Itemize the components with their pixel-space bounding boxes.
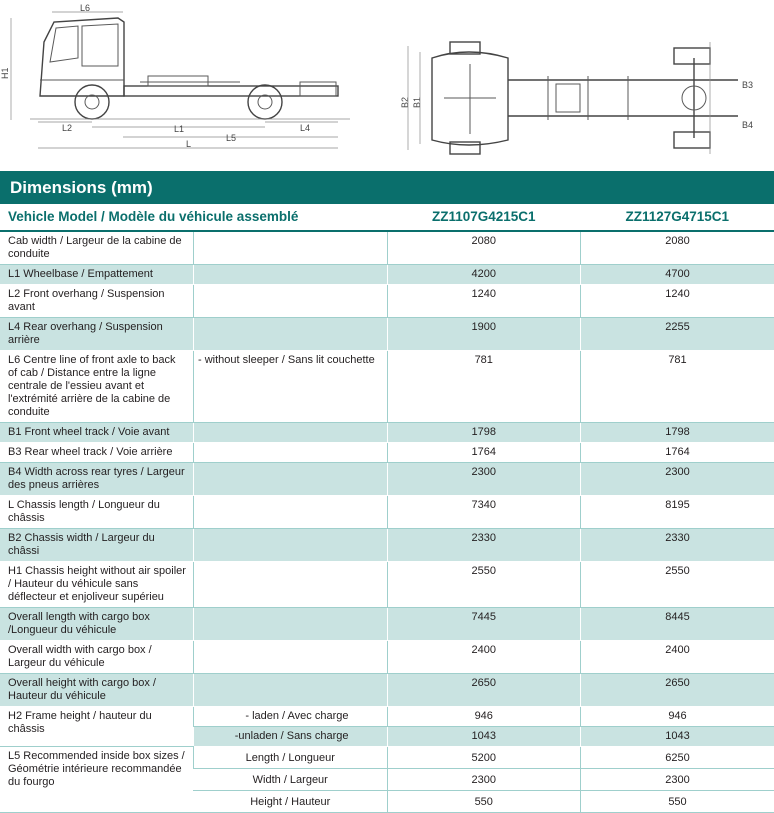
table-row [0, 351, 774, 423]
row-note [194, 231, 388, 265]
row-label: B2 Chassis width / Largeur du châssi [0, 529, 194, 562]
table-row [0, 747, 774, 769]
table-row [0, 443, 774, 463]
row-value: 2300 [387, 769, 581, 791]
row-value: 1240 [387, 285, 581, 318]
row-value: 2300 [581, 463, 774, 496]
dim-l5: L5 [226, 133, 236, 143]
row-label: L6 Centre line of front axle to back of cab / Distance entre la ligne centrale de l'essieu avant et l'extrémité arrière de la cabine de conduite [0, 351, 194, 423]
side-view-drawing [0, 0, 372, 160]
row-label: Overall length with cargo box /Longueur du véhicule [0, 608, 194, 641]
row-note: - without sleeper / Sans lit couchette [194, 351, 388, 423]
dim-h1: H1 [0, 67, 10, 79]
row-note [194, 463, 388, 496]
table-row [0, 496, 774, 529]
dim-l1: L1 [174, 124, 184, 134]
row-note [194, 562, 388, 608]
row-label: Overall height with cargo box / Hauteur du véhicule [0, 674, 194, 707]
row-value: 2255 [581, 318, 774, 351]
row-value: 550 [387, 791, 581, 813]
row-label: B4 Width across rear tyres / Largeur des pneus arrières [0, 463, 194, 496]
row-note: -unladen / Sans charge [194, 727, 388, 747]
row-value: 7340 [387, 496, 581, 529]
row-note [194, 265, 388, 285]
row-note [194, 443, 388, 463]
row-value: 5200 [387, 747, 581, 769]
row-value: 946 [387, 707, 581, 727]
dimensions-table [0, 204, 774, 813]
row-note: Width / Largeur [194, 769, 388, 791]
row-value: 1798 [581, 423, 774, 443]
row-value: 1798 [387, 423, 581, 443]
section-title: Dimensions (mm) [0, 171, 774, 204]
dim-b1: B1 [412, 97, 422, 108]
top-view-drawing [398, 38, 750, 156]
table-row [0, 231, 774, 265]
dim-l4: L4 [300, 123, 310, 133]
row-value: 6250 [581, 747, 774, 769]
row-note [194, 496, 388, 529]
row-note [194, 423, 388, 443]
row-value: 2080 [581, 231, 774, 265]
row-label: L5 Recommended inside box sizes / Géométrie intérieure recommandée du fourgo [0, 747, 194, 813]
row-value: 2300 [387, 463, 581, 496]
model-label: Vehicle Model / Modèle du véhicule assemblé [0, 204, 387, 231]
model-name: ZZ1127G4715C1 [581, 204, 774, 231]
dimensions-sheet [0, 171, 774, 813]
row-value: 1900 [387, 318, 581, 351]
table-row [0, 641, 774, 674]
row-value: 2080 [387, 231, 581, 265]
row-label: B3 Rear wheel track / Voie arrière [0, 443, 194, 463]
dim-b3: B3 [742, 80, 753, 90]
row-note [194, 285, 388, 318]
table-row [0, 707, 774, 727]
row-label: B1 Front wheel track / Voie avant [0, 423, 194, 443]
row-value: 550 [581, 791, 774, 813]
technical-drawings [0, 0, 774, 160]
row-note [194, 318, 388, 351]
table-row [0, 562, 774, 608]
row-note: - laden / Avec charge [194, 707, 388, 727]
row-note: Height / Hauteur [194, 791, 388, 813]
table-row [0, 285, 774, 318]
row-value: 2400 [581, 641, 774, 674]
table-row [0, 608, 774, 641]
row-value: 4200 [387, 265, 581, 285]
dim-b4: B4 [742, 120, 753, 130]
dim-l6: L6 [80, 3, 90, 13]
row-label: L2 Front overhang / Suspension avant [0, 285, 194, 318]
row-value: 946 [581, 707, 774, 727]
row-value: 4700 [581, 265, 774, 285]
table-row [0, 463, 774, 496]
row-label: L1 Wheelbase / Empattement [0, 265, 194, 285]
row-label: Overall width with cargo box / Largeur du véhicule [0, 641, 194, 674]
row-value: 2400 [387, 641, 581, 674]
row-label: Cab width / Largeur de la cabine de conduite [0, 231, 194, 265]
row-value: 2330 [387, 529, 581, 562]
row-note: Length / Longueur [194, 747, 388, 769]
row-value: 2300 [581, 769, 774, 791]
row-label: L4 Rear overhang / Suspension arrière [0, 318, 194, 351]
table-row [0, 529, 774, 562]
table-row [0, 318, 774, 351]
row-value: 2550 [387, 562, 581, 608]
row-value: 7445 [387, 608, 581, 641]
row-value: 781 [387, 351, 581, 423]
row-value: 8445 [581, 608, 774, 641]
row-note [194, 674, 388, 707]
row-note [194, 529, 388, 562]
table-row [0, 423, 774, 443]
dim-l: L [186, 139, 191, 149]
row-note [194, 608, 388, 641]
row-value: 1764 [581, 443, 774, 463]
model-header-row [0, 204, 774, 231]
row-value: 1043 [581, 727, 774, 747]
row-value: 2330 [581, 529, 774, 562]
row-value: 2650 [581, 674, 774, 707]
row-value: 781 [581, 351, 774, 423]
row-value: 1764 [387, 443, 581, 463]
table-row [0, 674, 774, 707]
table-row [0, 265, 774, 285]
dim-l2: L2 [62, 123, 72, 133]
row-value: 2650 [387, 674, 581, 707]
row-label: L Chassis length / Longueur du châssis [0, 496, 194, 529]
model-name: ZZ1107G4215C1 [387, 204, 581, 231]
dim-b2: B2 [400, 97, 410, 108]
row-label: H1 Chassis height without air spoiler / Hauteur du véhicule sans déflecteur et enjoliveur supérieu [0, 562, 194, 608]
row-label: H2 Frame height / hauteur du châssis [0, 707, 194, 747]
row-value: 8195 [581, 496, 774, 529]
row-value: 1043 [387, 727, 581, 747]
row-value: 1240 [581, 285, 774, 318]
row-value: 2550 [581, 562, 774, 608]
row-note [194, 641, 388, 674]
